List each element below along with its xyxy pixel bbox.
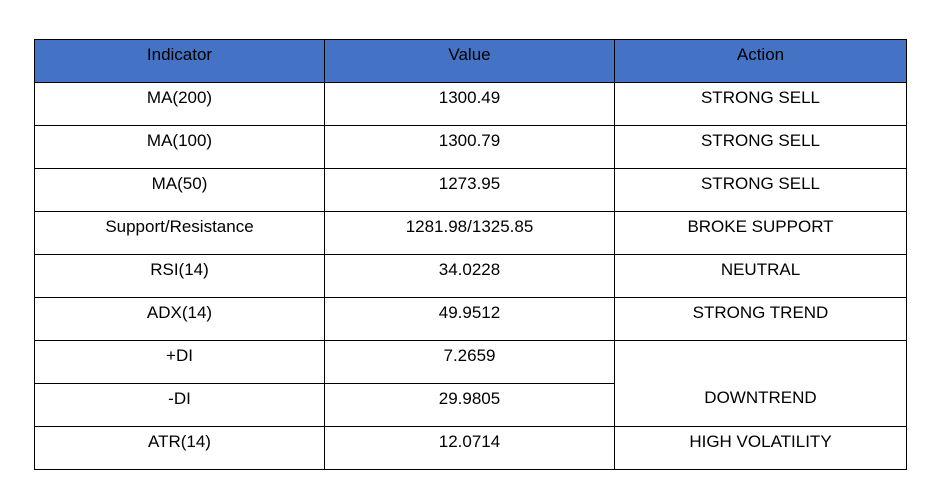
table-row <box>35 427 907 470</box>
indicator-cell: RSI(14) <box>35 255 325 298</box>
indicator-cell: ATR(14) <box>35 427 325 470</box>
indicator-cell: Support/Resistance <box>35 212 325 255</box>
action-cell: STRONG SELL <box>615 126 907 169</box>
value-cell: 1273.95 <box>325 169 615 212</box>
value-cell: 34.0228 <box>325 255 615 298</box>
indicator-cell: MA(200) <box>35 83 325 126</box>
value-cell: 1300.79 <box>325 126 615 169</box>
action-cell: STRONG TREND <box>615 298 907 341</box>
indicator-cell: -DI <box>35 384 325 427</box>
action-cell-merged: DOWNTREND <box>615 341 907 427</box>
table-row <box>35 169 907 212</box>
header-action: Action <box>615 40 907 83</box>
table-row <box>35 83 907 126</box>
action-cell: HIGH VOLATILITY <box>615 427 907 470</box>
indicator-cell: MA(50) <box>35 169 325 212</box>
action-cell: BROKE SUPPORT <box>615 212 907 255</box>
value-cell: 1300.49 <box>325 83 615 126</box>
indicator-cell: +DI <box>35 341 325 384</box>
header-value: Value <box>325 40 615 83</box>
value-cell: 1281.98/1325.85 <box>325 212 615 255</box>
value-cell: 7.2659 <box>325 341 615 384</box>
action-cell: STRONG SELL <box>615 83 907 126</box>
table-row <box>35 212 907 255</box>
table-header-row <box>35 40 907 83</box>
value-cell: 12.0714 <box>325 427 615 470</box>
value-cell: 49.9512 <box>325 298 615 341</box>
action-cell: STRONG SELL <box>615 169 907 212</box>
header-indicator: Indicator <box>35 40 325 83</box>
indicator-table <box>34 39 907 470</box>
table-row <box>35 255 907 298</box>
indicator-cell: ADX(14) <box>35 298 325 341</box>
value-cell: 29.9805 <box>325 384 615 427</box>
table-row <box>35 298 907 341</box>
action-cell: NEUTRAL <box>615 255 907 298</box>
table-row <box>35 341 907 384</box>
indicator-cell: MA(100) <box>35 126 325 169</box>
table-row <box>35 126 907 169</box>
